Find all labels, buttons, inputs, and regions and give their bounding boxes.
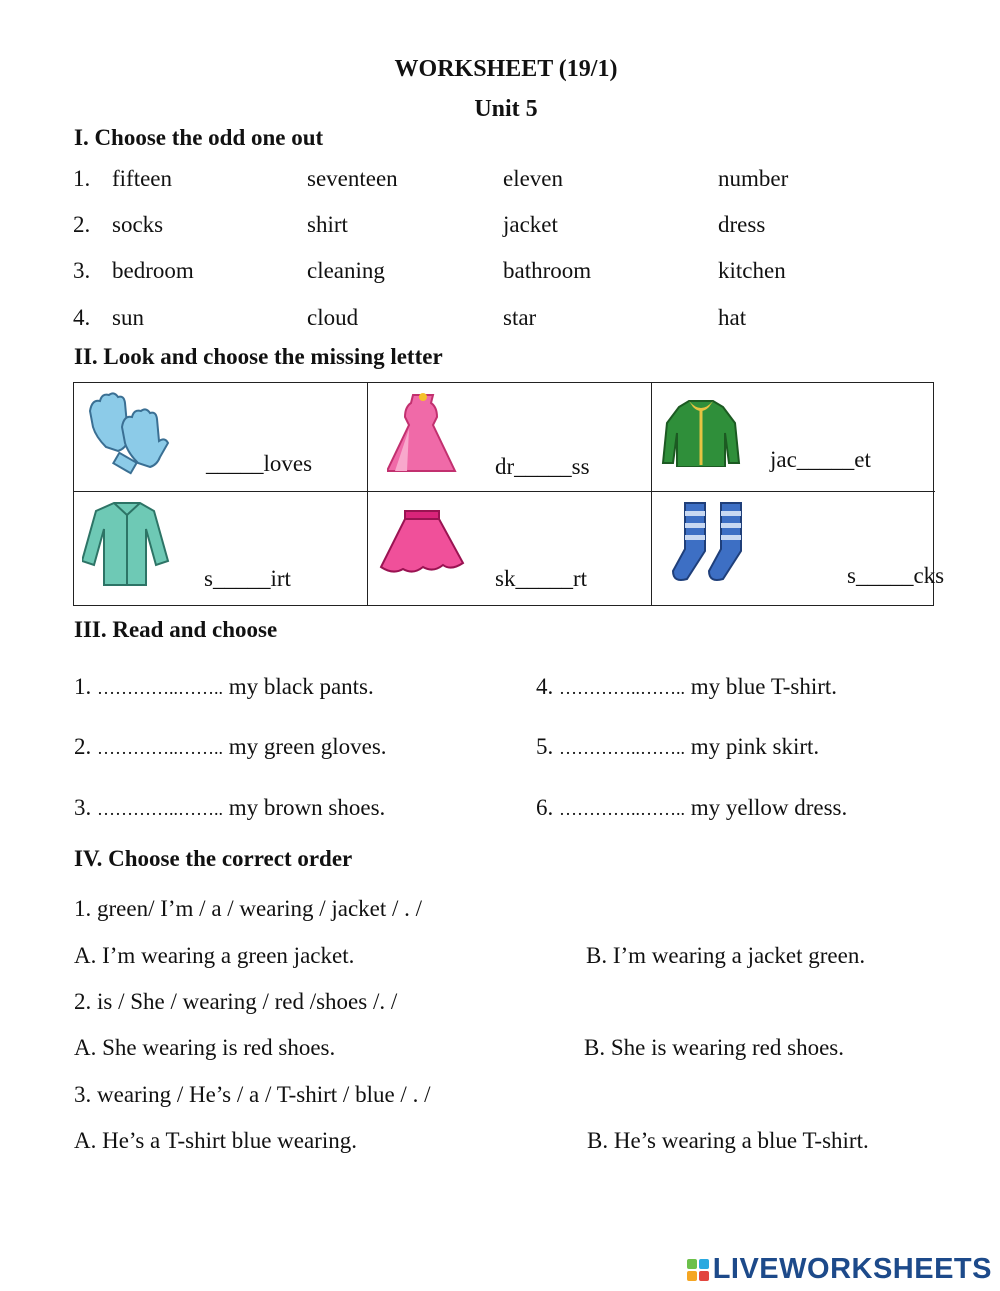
- missing-letter-word[interactable]: sk_____rt: [495, 566, 587, 591]
- word-option[interactable]: dress: [718, 212, 766, 237]
- word-option[interactable]: bedroom: [112, 258, 194, 283]
- read-choose-item: [536, 674, 837, 700]
- word-option[interactable]: hat: [718, 305, 747, 330]
- word-option[interactable]: kitchen: [718, 258, 786, 283]
- word-option[interactable]: cloud: [307, 305, 359, 330]
- read-choose-item: [74, 674, 374, 700]
- section-3-heading: III. Read and choose: [74, 617, 278, 642]
- item-text: my brown shoes.: [228, 795, 386, 820]
- answer-blank[interactable]: …………..……..: [97, 799, 223, 819]
- unit-title: Unit 5: [474, 96, 538, 122]
- grid-cell: [367, 383, 652, 492]
- section-4-heading: IV. Choose the correct order: [74, 846, 353, 871]
- page-title: WORKSHEET (19/1): [394, 56, 618, 82]
- section-1-heading: I. Choose the odd one out: [74, 125, 324, 150]
- grid-cell: [651, 383, 935, 492]
- option-a[interactable]: A. She wearing is red shoes.: [74, 1035, 336, 1060]
- row-number: 2.: [73, 212, 91, 237]
- item-text: my black pants.: [228, 674, 374, 699]
- option-b[interactable]: B. She is wearing red shoes.: [584, 1035, 844, 1060]
- option-b[interactable]: B. I’m wearing a jacket green.: [586, 943, 866, 968]
- read-choose-item: [74, 795, 385, 821]
- word-option[interactable]: seventeen: [307, 166, 398, 191]
- missing-letter-word[interactable]: dr_____ss: [495, 454, 590, 479]
- grid-cell: [651, 491, 945, 606]
- skirt-icon: [377, 509, 467, 575]
- missing-letter-word[interactable]: s_____cks: [847, 563, 945, 588]
- missing-letter-word[interactable]: s_____irt: [204, 566, 291, 591]
- item-number: 6.: [536, 795, 554, 820]
- word-option[interactable]: socks: [112, 212, 164, 237]
- word-option[interactable]: fifteen: [112, 166, 173, 191]
- picture-grid: [73, 382, 945, 606]
- word-option[interactable]: sun: [112, 305, 144, 330]
- item-number: 4.: [536, 674, 554, 699]
- logo-text: LIVEWORKSHEETS: [712, 1253, 992, 1285]
- answer-blank[interactable]: …………..……..: [559, 799, 685, 819]
- question-prompt: 1. green/ I’m / a / wearing / jacket / . /: [74, 896, 423, 921]
- option-a[interactable]: A. He’s a T-shirt blue wearing.: [74, 1128, 357, 1153]
- item-text: my blue T-shirt.: [690, 674, 838, 699]
- answer-blank[interactable]: …………..……..: [97, 738, 223, 758]
- word-option[interactable]: number: [718, 166, 789, 191]
- item-text: my yellow dress.: [690, 795, 848, 820]
- answer-blank[interactable]: …………..……..: [559, 738, 685, 758]
- row-number: 1.: [73, 166, 91, 191]
- missing-letter-word[interactable]: jac_____et: [770, 447, 871, 472]
- read-choose-item: [536, 795, 847, 821]
- item-text: my pink skirt.: [690, 734, 820, 759]
- question-prompt: 2. is / She / wearing / red /shoes /. /: [74, 989, 398, 1014]
- item-number: 3.: [74, 795, 92, 820]
- answer-blank[interactable]: …………..……..: [559, 678, 685, 698]
- section-2-heading: II. Look and choose the missing letter: [74, 344, 443, 369]
- row-number: 3.: [73, 258, 91, 283]
- socks-icon: [671, 499, 761, 585]
- liveworksheets-logo[interactable]: [687, 1253, 992, 1286]
- gloves-icon: [82, 391, 172, 475]
- answer-blank[interactable]: …………..……..: [97, 678, 223, 698]
- missing-letter-word[interactable]: _____loves: [206, 451, 313, 476]
- item-number: 5.: [536, 734, 554, 759]
- logo-mark-icon: [687, 1259, 709, 1281]
- word-option[interactable]: star: [503, 305, 537, 330]
- item-text: my green gloves.: [228, 734, 387, 759]
- word-option[interactable]: eleven: [503, 166, 564, 191]
- shirt-icon: [82, 499, 172, 589]
- question-prompt: 3. wearing / He’s / a / T-shirt / blue / . /: [74, 1082, 431, 1107]
- option-b[interactable]: B. He’s wearing a blue T-shirt.: [587, 1128, 869, 1153]
- item-number: 1.: [74, 674, 92, 699]
- grid-cell: [367, 491, 652, 606]
- word-option[interactable]: cleaning: [307, 258, 385, 283]
- grid-cell: [74, 491, 368, 606]
- word-option[interactable]: shirt: [307, 212, 348, 237]
- word-option[interactable]: bathroom: [503, 258, 592, 283]
- option-a[interactable]: A. I’m wearing a green jacket.: [74, 943, 355, 968]
- read-choose-item: [536, 734, 819, 760]
- dress-icon: [387, 389, 459, 477]
- row-number: 4.: [73, 305, 91, 330]
- word-option[interactable]: jacket: [503, 212, 558, 237]
- item-number: 2.: [74, 734, 92, 759]
- grid-cell: [74, 383, 368, 492]
- jacket-icon: [661, 397, 741, 467]
- read-choose-item: [74, 734, 387, 760]
